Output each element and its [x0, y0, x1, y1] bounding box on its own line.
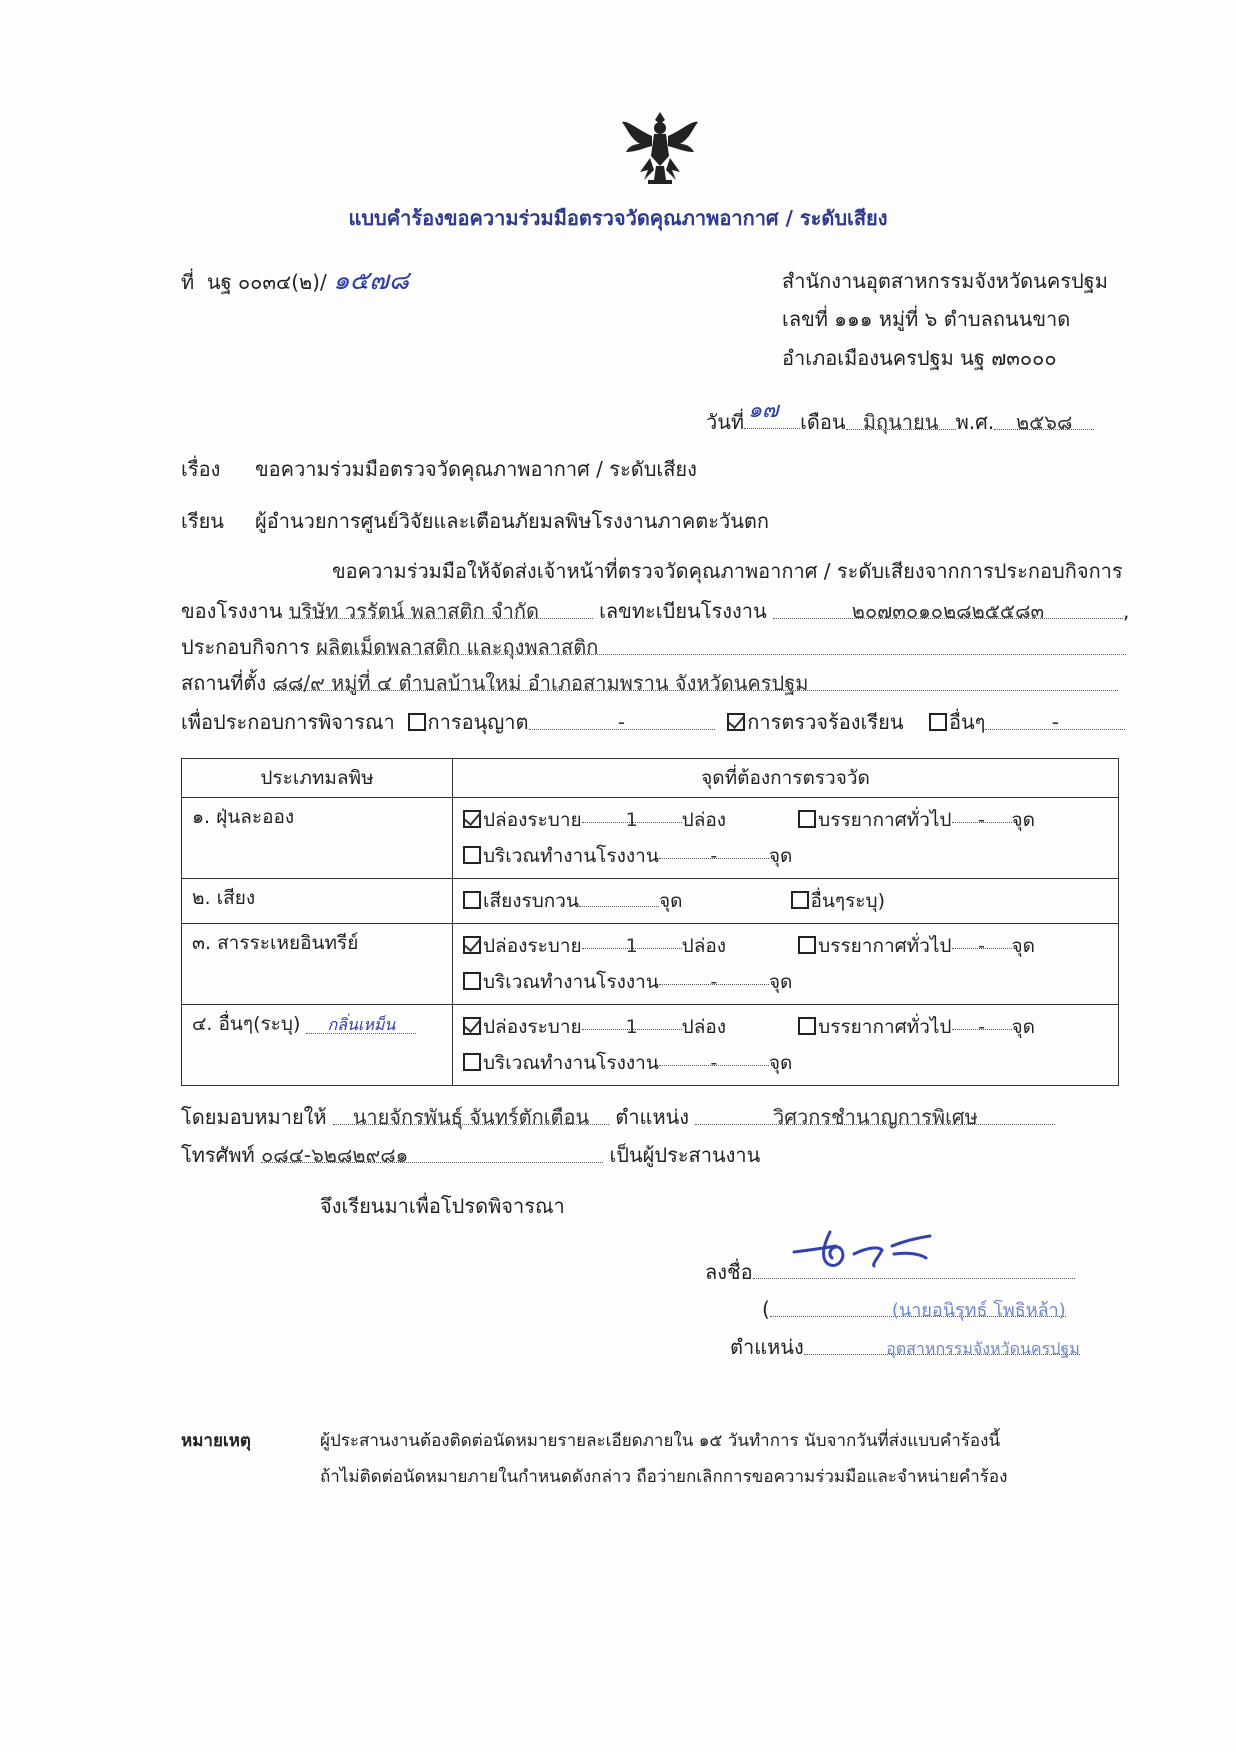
dust-stack-checkbox[interactable] — [463, 810, 481, 828]
voc-work-checkbox[interactable] — [463, 972, 481, 990]
date-day: ๑๗ — [748, 398, 779, 423]
business-desc: ผลิตเม็ดพลาสติก และถุงพลาสติก — [316, 635, 599, 659]
ref-number: นฐ ๐๐๓๔(๒)/ — [206, 270, 327, 294]
assignee-position: วิศวกรชำนาญการพิเศษ — [773, 1105, 978, 1129]
to-label: เรียน — [181, 509, 224, 533]
tel-line: โทรศัพท์ ๐๘๔-๖๒๘๒๙๘๑ เป็นผู้ประสานงาน — [181, 1143, 761, 1167]
table-row: ๔. อื่นๆ(ระบุ) กลิ่นเหม็น ปล่องระบาย 1 ปล่อง บรรยากาศทั่วไป - จุด บริเวณทำงานโรงงาน - จุด — [182, 1005, 1119, 1086]
permit-checkbox[interactable] — [408, 713, 426, 731]
signer-name: (นายอนิรุทธ์ โพธิหล้า) — [891, 1300, 1066, 1321]
note-line-2: ถ้าไม่ติดต่อนัดหมายภายในกำหนดดังกล่าว ถือว่ายกเลิกการขอความร่วมมือและจำหน่ายคำร้อง — [320, 1467, 1008, 1487]
table-row: ๑. ฝุ่นละออง ปล่องระบาย 1 ปล่อง บรรยากาศทั่วไป - จุด บริเวณทำงานโรงงาน - จุด — [182, 798, 1119, 879]
dust-ambient-checkbox[interactable] — [798, 810, 816, 828]
other-work-checkbox[interactable] — [463, 1053, 481, 1071]
signer-position: อุตสาหกรรมจังหวัดนครปฐม — [886, 1339, 1080, 1358]
row-type-voc: ๓. สารระเหยอินทรีย์ — [182, 924, 453, 1005]
pollution-table — [181, 758, 1119, 1086]
ref-label: ที่ — [181, 270, 195, 294]
row-type-dust: ๑. ฝุ่นละออง — [182, 798, 453, 879]
row-type-other: ๔. อื่นๆ(ระบุ) — [192, 1013, 301, 1035]
purpose-line: เพื่อประกอบการพิจารณา การอนุญาต - การตรวจร้องเรียน อื่นๆ - — [181, 709, 1125, 735]
signer-line: ( (นายอนิรุทธ์ โพธิหล้า) — [762, 1297, 1066, 1321]
date-line: วันที่ ๑๗ เดือน มิถุนายน พ.ศ. ๒๕๖๘ — [706, 408, 1094, 435]
row-other-specify: กลิ่นเหม็น — [327, 1015, 396, 1034]
assignee-name: นายจักรพันธุ์ จันทร์ตักเตือน — [352, 1105, 590, 1129]
table-row: ๓. สารระเหยอินทรีย์ ปล่องระบาย 1 ปล่อง บรรยากาศทั่วไป - จุด บริเวณทำงานโรงงาน - จุด — [182, 924, 1119, 1005]
sender-line-2: เลขที่ ๑๑๑ หมู่ที่ ๖ ตำบลถนนขาด — [782, 307, 1071, 331]
ref-handwritten: ๑๕๗๘ — [333, 266, 409, 296]
reference-number — [181, 268, 409, 295]
business-line: ประกอบกิจการ ผลิตเม็ดพลาสติก และถุงพลาสติก — [181, 634, 1126, 660]
complaint-checkbox[interactable] — [727, 713, 745, 731]
sign-line: ลงชื่อ — [705, 1258, 1075, 1285]
noise-nuisance-checkbox[interactable] — [463, 891, 481, 909]
location-address: ๘๘/๙ หมู่ที่ ๔ ตำบลบ้านใหม่ อำเภอสามพราน จังหวัดนครปฐม — [272, 671, 809, 695]
col-pollution-type: ประเภทมลพิษ — [182, 759, 453, 798]
other-stack-checkbox[interactable] — [463, 1017, 481, 1035]
other-ambient-checkbox[interactable] — [798, 1017, 816, 1035]
factory-line: ของโรงงาน บริษัท วรรัตน์ พลาสติก จำกัด เลขทะเบียนโรงงาน ๒๐๗๓๐๑๐๒๘๒๕๕๘๓ , — [181, 599, 1130, 623]
dust-work-checkbox[interactable] — [463, 846, 481, 864]
table-row: ๒. เสียง เสียงรบกวน จุด อื่นๆระบุ) — [182, 879, 1119, 924]
assign-line: โดยมอบหมายให้ นายจักรพันธุ์ จันทร์ตักเตือน ตำแหน่ง วิศวกรชำนาญการพิเศษ — [181, 1104, 1055, 1130]
closing-line: จึงเรียนมาเพื่อโปรดพิจารณา — [320, 1194, 565, 1218]
note-line-1: ผู้ประสานงานต้องติดต่อนัดหมายรายละเอียดภายใน ๑๕ วันทำการ นับจากวันที่ส่งแบบคำร้องนี้ — [320, 1431, 1001, 1451]
signer-position-line: ตำแหน่ง อุตสาหกรรมจังหวัดนครปฐม — [730, 1335, 1080, 1359]
subject-text: ขอความร่วมมือตรวจวัดคุณภาพอากาศ / ระดับเสียง — [255, 457, 697, 481]
form-title: แบบคำร้องขอความร่วมมือตรวจวัดคุณภาพอากาศ / ระดับเสียง — [348, 206, 888, 230]
note-label: หมายเหตุ — [181, 1431, 251, 1451]
sender-line-1: สำนักงานอุตสาหกรรมจังหวัดนครปฐม — [782, 269, 1108, 293]
assignee-tel: ๐๘๔-๖๒๘๒๙๘๑ — [261, 1143, 409, 1167]
factory-name: บริษัท วรรัตน์ พลาสติก จำกัด — [288, 599, 540, 623]
sender-line-3: อำเภอเมืองนครปฐม นฐ ๗๓๐๐๐ — [782, 346, 1057, 370]
garuda-emblem-icon — [620, 108, 700, 190]
voc-ambient-checkbox[interactable] — [798, 936, 816, 954]
date-year: ๒๕๖๘ — [1015, 410, 1073, 434]
table-header — [182, 759, 1119, 798]
subject-label: เรื่อง — [181, 457, 221, 481]
row-type-noise: ๒. เสียง — [182, 879, 453, 924]
voc-stack-checkbox[interactable] — [463, 936, 481, 954]
noise-other-checkbox[interactable] — [791, 891, 809, 909]
location-line: สถานที่ตั้ง ๘๘/๙ หมู่ที่ ๔ ตำบลบ้านใหม่ อำเภอสามพราน จังหวัดนครปฐม — [181, 670, 1118, 696]
date-month: มิถุนายน — [862, 410, 939, 434]
other-purpose-checkbox[interactable] — [929, 713, 947, 731]
to-text: ผู้อำนวยการศูนย์วิจัยและเตือนภัยมลพิษโรงงานภาคตะวันตก — [255, 509, 769, 533]
col-measure-points: จุดที่ต้องการตรวจวัด — [453, 759, 1119, 798]
factory-reg-no: ๒๐๗๓๐๑๐๒๘๒๕๕๘๓ — [851, 599, 1045, 623]
body-intro: ขอความร่วมมือให้จัดส่งเจ้าหน้าที่ตรวจวัดคุณภาพอากาศ / ระดับเสียงจากการประกอบกิจการ — [332, 559, 1123, 583]
